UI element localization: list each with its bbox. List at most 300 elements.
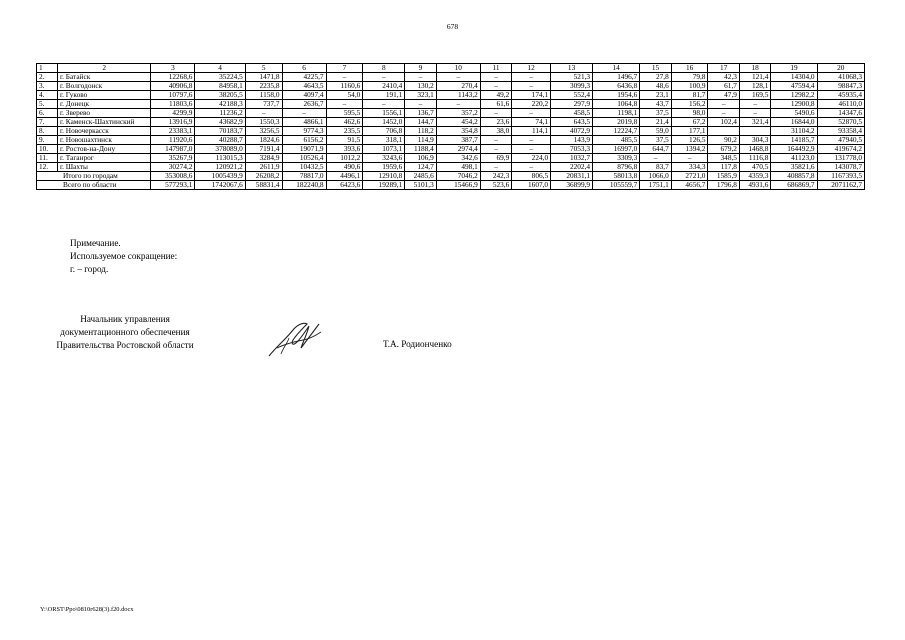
city-name: г. Волгодонск (57, 82, 150, 91)
column-header: 9 (405, 64, 436, 73)
row-number: 4. (37, 91, 58, 100)
table-cell: 23,1 (640, 91, 671, 100)
city-name: г. Батайск (57, 73, 150, 82)
table-cell: 45935,4 (817, 91, 864, 100)
table-cell: 49,2 (480, 91, 511, 100)
table-cell: – (512, 163, 551, 172)
table-cell: 35224,5 (195, 73, 245, 82)
table-cell: 126,5 (671, 136, 708, 145)
table-cell: – (671, 154, 708, 163)
city-name: г. Новошахтинск (57, 136, 150, 145)
table-cell: 16844,0 (771, 118, 817, 127)
table-cell: 1198,1 (593, 109, 640, 118)
table-row (37, 100, 865, 109)
footer-file-path: Y:\ORST\Ppo\0810r628(3).f20.docx (40, 606, 134, 613)
table-cell: 419674,2 (817, 145, 864, 154)
totals-row (37, 172, 865, 181)
data-table (36, 63, 865, 190)
column-header: 5 (245, 64, 282, 73)
table-cell: 52870,5 (817, 118, 864, 127)
table-cell: – (512, 82, 551, 91)
table-cell: 38,0 (480, 127, 511, 136)
table-cell: 37,5 (640, 109, 671, 118)
table-cell: 1452,0 (363, 118, 405, 127)
table-cell: 1116,8 (739, 154, 770, 163)
table-cell: – (436, 73, 480, 82)
table-cell: 679,2 (708, 145, 739, 154)
table-cell: 43682,9 (195, 118, 245, 127)
table-cell: 270,4 (436, 82, 480, 91)
table-cell: 121,4 (739, 73, 770, 82)
row-number: 6. (37, 109, 58, 118)
column-header: 13 (551, 64, 593, 73)
table-header-row (37, 64, 865, 73)
table-cell: 41068,3 (817, 73, 864, 82)
totals-cell: 26208,2 (245, 172, 282, 181)
table-cell: 91,5 (326, 136, 363, 145)
city-name: г. Донецк (57, 100, 150, 109)
city-name: г. Таганрог (57, 154, 150, 163)
table-cell: 7191,4 (245, 145, 282, 154)
table-cell: 156,2 (671, 100, 708, 109)
totals-cell: 577293,1 (151, 181, 195, 190)
table-cell: 6436,8 (593, 82, 640, 91)
table-cell: 23383,1 (151, 127, 195, 136)
note-abbrev-value: г. – город. (70, 264, 109, 274)
table-cell: – (326, 100, 363, 109)
table-cell: – (739, 100, 770, 109)
table-row (37, 82, 865, 91)
table-cell: 2410,4 (363, 82, 405, 91)
table-cell: 114,1 (512, 127, 551, 136)
totals-cell: 78817,0 (282, 172, 326, 181)
totals-cell: 1607,0 (512, 181, 551, 190)
column-header: 2 (57, 64, 150, 73)
column-header: 1 (37, 64, 58, 73)
table-cell: – (436, 100, 480, 109)
table-cell: 1032,7 (551, 154, 593, 163)
table-cell: 1143,2 (436, 91, 480, 100)
column-header: 17 (708, 64, 739, 73)
table-cell: 2019,8 (593, 118, 640, 127)
totals-cell: 4359,3 (739, 172, 770, 181)
table-cell: 61,6 (480, 100, 511, 109)
table-cell: 40288,7 (195, 136, 245, 145)
note-title: Примечание. (70, 238, 121, 248)
table-cell: 1064,8 (593, 100, 640, 109)
table-cell: 191,1 (363, 91, 405, 100)
signer-position (40, 313, 210, 352)
table-cell: – (480, 163, 511, 172)
city-name: г. Зверево (57, 109, 150, 118)
table-cell (739, 127, 770, 136)
table-cell: 144,7 (405, 118, 436, 127)
table-cell: 16997,0 (593, 145, 640, 154)
totals-cell: 15466,9 (436, 181, 480, 190)
table-cell: 1496,7 (593, 73, 640, 82)
totals-cell: 4931,6 (739, 181, 770, 190)
totals-cell: 1742067,6 (195, 181, 245, 190)
totals-cell: 2485,6 (405, 172, 436, 181)
table-cell: 462,6 (326, 118, 363, 127)
table-cell: 42188,3 (195, 100, 245, 109)
table-cell: 19071,9 (282, 145, 326, 154)
table-cell: 106,9 (405, 154, 436, 163)
table-cell: 3243,6 (363, 154, 405, 163)
table-cell: 3309,3 (593, 154, 640, 163)
totals-cell: 19289,1 (363, 181, 405, 190)
table-cell: 643,5 (551, 118, 593, 127)
table-cell: – (512, 73, 551, 82)
table-cell: 334,3 (671, 163, 708, 172)
table-cell: 38205,5 (195, 91, 245, 100)
table-cell: 147987,0 (151, 145, 195, 154)
table-cell: 11236,2 (195, 109, 245, 118)
table-cell: 8796,8 (593, 163, 640, 172)
totals-cell: 1796,8 (708, 181, 739, 190)
totals-cell: 806,5 (512, 172, 551, 181)
totals-cell: 58013,8 (593, 172, 640, 181)
totals-cell: 1066,0 (640, 172, 671, 181)
table-cell: 174,1 (512, 91, 551, 100)
table-cell: 4643,5 (282, 82, 326, 91)
table-cell: 1550,3 (245, 118, 282, 127)
table-cell: 10432,5 (282, 163, 326, 172)
table-cell: 378089,0 (195, 145, 245, 154)
table-cell: 10797,6 (151, 91, 195, 100)
table-cell: 30274,2 (151, 163, 195, 172)
table-cell: 14347,6 (817, 109, 864, 118)
table-cell: 81,7 (671, 91, 708, 100)
signer-position-line1: Начальник управления (80, 314, 170, 324)
table-cell: 470,5 (739, 163, 770, 172)
column-header: 16 (671, 64, 708, 73)
city-name: г. Новочеркасск (57, 127, 150, 136)
column-header: 3 (151, 64, 195, 73)
table-cell: 27,8 (640, 73, 671, 82)
table-cell: 737,7 (245, 100, 282, 109)
table-cell: 6156,2 (282, 136, 326, 145)
row-number: 8. (37, 127, 58, 136)
table-cell: 485,5 (593, 136, 640, 145)
table-cell: 1556,1 (363, 109, 405, 118)
column-header: 10 (436, 64, 480, 73)
table-cell: 113015,3 (195, 154, 245, 163)
table-cell: 67,2 (671, 118, 708, 127)
table-cell: 521,3 (551, 73, 593, 82)
totals-cell: 1167393,5 (817, 172, 864, 181)
totals-cell: 58831,4 (245, 181, 282, 190)
column-header: 12 (512, 64, 551, 73)
table-cell: 4225,7 (282, 73, 326, 82)
table-cell: 1824,6 (245, 136, 282, 145)
totals-cell: 408857,8 (771, 172, 817, 181)
note-abbrev-label: Используемое сокращение: (70, 251, 178, 261)
table-cell: – (512, 145, 551, 154)
table-row (37, 136, 865, 145)
table-cell: 1468,8 (739, 145, 770, 154)
table-cell: 41123,0 (771, 154, 817, 163)
column-header: 14 (593, 64, 640, 73)
table-cell: 9774,3 (282, 127, 326, 136)
totals-cell: 4496,1 (326, 172, 363, 181)
totals-cell: 20831,1 (551, 172, 593, 181)
table-cell: 348,5 (708, 154, 739, 163)
table-cell: 354,8 (436, 127, 480, 136)
table-cell: 164492,9 (771, 145, 817, 154)
totals-cell: 36899,9 (551, 181, 593, 190)
table-cell: 1394,2 (671, 145, 708, 154)
table-cell: 69,9 (480, 154, 511, 163)
row-number: 11. (37, 154, 58, 163)
table-cell: 7053,3 (551, 145, 593, 154)
table-cell: 706,8 (363, 127, 405, 136)
table-row (37, 118, 865, 127)
table-row (37, 154, 865, 163)
table-cell: 14185,7 (771, 136, 817, 145)
table-cell: 31104,2 (771, 127, 817, 136)
totals-cell: 1005439,9 (195, 172, 245, 181)
column-header: 15 (640, 64, 671, 73)
totals-cell: 523,6 (480, 181, 511, 190)
table-cell: 1160,6 (326, 82, 363, 91)
table-cell: 3284,9 (245, 154, 282, 163)
handwritten-signature (263, 318, 325, 360)
column-header: 4 (195, 64, 245, 73)
table-cell: – (480, 109, 511, 118)
table-cell: 124,7 (405, 163, 436, 172)
table-cell: 323,1 (405, 91, 436, 100)
table-cell: 235,5 (326, 127, 363, 136)
totals-cell: 1751,1 (640, 181, 671, 190)
row-number: 12. (37, 163, 58, 172)
table-cell: 35267,9 (151, 154, 195, 163)
column-header: 6 (282, 64, 326, 73)
table-cell (708, 127, 739, 136)
table-cell: 13916,9 (151, 118, 195, 127)
table-cell: 131778,0 (817, 154, 864, 163)
column-header: 7 (326, 64, 363, 73)
table-cell: 2636,7 (282, 100, 326, 109)
table-cell: 128,1 (739, 82, 770, 91)
city-name: г. Гуково (57, 91, 150, 100)
table-cell: 1158,0 (245, 91, 282, 100)
table-cell: 54,0 (326, 91, 363, 100)
table-cell: 297,9 (551, 100, 593, 109)
table-cell: 114,9 (405, 136, 436, 145)
table-cell: 98,0 (671, 109, 708, 118)
table-cell: 35821,6 (771, 163, 817, 172)
table-cell: 11920,6 (151, 136, 195, 145)
totals-row (37, 181, 865, 190)
table-cell: 40906,8 (151, 82, 195, 91)
table-cell: 12900,8 (771, 100, 817, 109)
totals-cell: 6423,6 (326, 181, 363, 190)
table-cell: 2611,9 (245, 163, 282, 172)
table-cell: 130,2 (405, 82, 436, 91)
table-cell: 357,2 (436, 109, 480, 118)
table-cell: 12268,6 (151, 73, 195, 82)
table-cell: 47,9 (708, 91, 739, 100)
note-block (70, 237, 177, 276)
table-cell: 42,3 (708, 73, 739, 82)
table-cell: 224,0 (512, 154, 551, 163)
signer-name: Т.А. Родионченко (383, 339, 452, 349)
table-cell: 644,7 (640, 145, 671, 154)
totals-cell: 686869,7 (771, 181, 817, 190)
city-name: г. Каменск-Шахтинский (57, 118, 150, 127)
table-cell: 74,1 (512, 118, 551, 127)
column-header: 20 (817, 64, 864, 73)
table-cell: 143078,7 (817, 163, 864, 172)
table-cell: 458,5 (551, 109, 593, 118)
signer-position-line2: документационного обеспечения (60, 327, 190, 337)
totals-cell: 353008,6 (151, 172, 195, 181)
table-cell: 2202,4 (551, 163, 593, 172)
table-cell: 59,0 (640, 127, 671, 136)
table-cell: 220,2 (512, 100, 551, 109)
row-number: 10. (37, 145, 58, 154)
table-cell: 90,2 (708, 136, 739, 145)
table-cell: – (708, 109, 739, 118)
table-cell: 4072,9 (551, 127, 593, 136)
page-number: 678 (446, 22, 459, 31)
table-cell: 21,4 (640, 118, 671, 127)
table-body (37, 73, 865, 190)
table-cell: – (245, 109, 282, 118)
table-cell: – (326, 73, 363, 82)
table-cell: 48,6 (640, 82, 671, 91)
table-cell: 1073,1 (363, 145, 405, 154)
table-cell: 83,7 (640, 163, 671, 172)
table-cell: – (363, 73, 405, 82)
totals-cell: 12910,8 (363, 172, 405, 181)
table-cell: 120921,2 (195, 163, 245, 172)
table-cell: – (739, 109, 770, 118)
table-cell: – (405, 73, 436, 82)
table-cell: 321,4 (739, 118, 770, 127)
table-cell: 23,6 (480, 118, 511, 127)
table-cell: 1188,4 (405, 145, 436, 154)
table-cell: – (363, 100, 405, 109)
table-cell: 393,6 (326, 145, 363, 154)
totals-label: Всего по области (37, 181, 151, 190)
table-cell: 12224,7 (593, 127, 640, 136)
table-cell: 304,3 (739, 136, 770, 145)
column-header: 19 (771, 64, 817, 73)
table-cell: 118,2 (405, 127, 436, 136)
totals-cell: 7046,2 (436, 172, 480, 181)
table-cell: 14304,0 (771, 73, 817, 82)
totals-cell: 182240,8 (282, 181, 326, 190)
table-cell: – (480, 73, 511, 82)
table-cell: 61,7 (708, 82, 739, 91)
table-cell: – (480, 136, 511, 145)
table-cell: – (512, 136, 551, 145)
table-row (37, 127, 865, 136)
table-cell: 5490,6 (771, 109, 817, 118)
table-cell: 46110,0 (817, 100, 864, 109)
table-cell: 3099,3 (551, 82, 593, 91)
table-cell: 11803,6 (151, 100, 195, 109)
table-cell: 318,1 (363, 136, 405, 145)
table-cell: – (282, 109, 326, 118)
table-cell: 43,7 (640, 100, 671, 109)
totals-cell: 2071162,7 (817, 181, 864, 190)
totals-cell: 2721,0 (671, 172, 708, 181)
table-row (37, 109, 865, 118)
row-number: 7. (37, 118, 58, 127)
table-row (37, 91, 865, 100)
row-number: 9. (37, 136, 58, 145)
table-cell: 552,4 (551, 91, 593, 100)
table-cell: 117,8 (708, 163, 739, 172)
table-cell: 4097,4 (282, 91, 326, 100)
table-cell: 4866,1 (282, 118, 326, 127)
totals-cell: 105559,7 (593, 181, 640, 190)
table-cell: 70183,7 (195, 127, 245, 136)
table-cell: 1959,6 (363, 163, 405, 172)
totals-cell: 242,3 (480, 172, 511, 181)
city-name: г. Шахты (57, 163, 150, 172)
table-cell: 4299,9 (151, 109, 195, 118)
table-cell: 342,6 (436, 154, 480, 163)
table-cell: 98847,3 (817, 82, 864, 91)
table-cell: 2235,8 (245, 82, 282, 91)
column-header: 8 (363, 64, 405, 73)
table-row (37, 163, 865, 172)
totals-label: Итого по городам (37, 172, 151, 181)
table-cell: – (640, 154, 671, 163)
table-cell: 498,1 (436, 163, 480, 172)
table-cell: 79,8 (671, 73, 708, 82)
table-cell: 3256,5 (245, 127, 282, 136)
table-cell: – (480, 82, 511, 91)
table-cell: 37,5 (640, 136, 671, 145)
totals-cell: 4656,7 (671, 181, 708, 190)
totals-cell: 1585,9 (708, 172, 739, 181)
table-cell: – (480, 145, 511, 154)
row-number: 5. (37, 100, 58, 109)
table-cell: 12982,2 (771, 91, 817, 100)
table-cell: 490,6 (326, 163, 363, 172)
table-cell: 1954,6 (593, 91, 640, 100)
column-header: 18 (739, 64, 770, 73)
table-cell: 102,4 (708, 118, 739, 127)
table-cell: 387,7 (436, 136, 480, 145)
table-cell: 10526,4 (282, 154, 326, 163)
city-name: г. Ростов-на-Дону (57, 145, 150, 154)
table-row (37, 73, 865, 82)
totals-cell: 5101,3 (405, 181, 436, 190)
column-header: 11 (480, 64, 511, 73)
table-cell: 47940,5 (817, 136, 864, 145)
table-cell: 1471,8 (245, 73, 282, 82)
row-number: 2. (37, 73, 58, 82)
table-cell: – (512, 109, 551, 118)
table-cell: 454,2 (436, 118, 480, 127)
table-cell: 100,9 (671, 82, 708, 91)
table-cell: 595,5 (326, 109, 363, 118)
table-cell: 47594,4 (771, 82, 817, 91)
table-cell: 1012,2 (326, 154, 363, 163)
table-cell: 84958,1 (195, 82, 245, 91)
table-cell: 136,7 (405, 109, 436, 118)
table-cell: 93358,4 (817, 127, 864, 136)
table-cell: – (708, 100, 739, 109)
row-number: 3. (37, 82, 58, 91)
signer-position-line3: Правительства Ростовской области (56, 340, 194, 350)
